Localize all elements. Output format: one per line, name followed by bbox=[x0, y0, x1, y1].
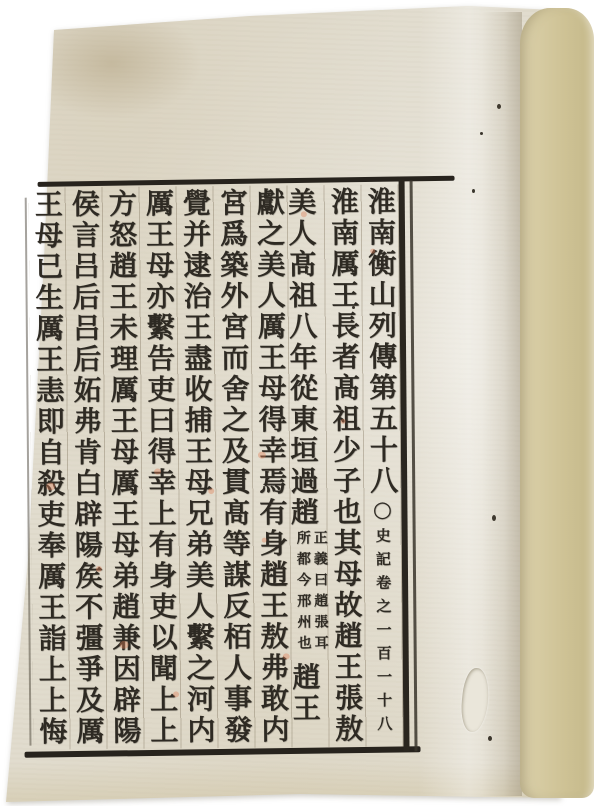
commentary-line-right: 正義曰趙張耳 bbox=[311, 530, 329, 657]
circle-separator: ○ bbox=[369, 496, 396, 528]
body-text: 獻之美人厲王母得幸焉有身趙王敖弗敢内 bbox=[252, 187, 291, 746]
body-text: 侯言吕后吕后妬弗肯白辟陽矦不彊爭及厲 bbox=[67, 189, 106, 748]
body-text: 趙王 bbox=[288, 662, 322, 725]
body-text: 淮南厲王長者髙祖少子也其母故趙王張敖 bbox=[326, 186, 365, 746]
text-column-1 bbox=[362, 186, 404, 744]
text-column-4 bbox=[251, 187, 293, 745]
foxing-spot bbox=[173, 691, 179, 697]
text-column-10 bbox=[29, 189, 71, 747]
text-column-7 bbox=[140, 188, 182, 746]
text-frame bbox=[29, 184, 404, 749]
body-text: 宮爲築外宮而舍之及貫髙等謀反栢人事發 bbox=[215, 187, 254, 747]
text-column-5 bbox=[214, 188, 256, 746]
foxing-spot bbox=[208, 488, 214, 494]
frame-border-right-outer bbox=[410, 180, 418, 751]
chapter-title: 淮南衡山列傳第五十八 bbox=[363, 186, 400, 497]
commentary-line-left: 所都今邢州也 bbox=[294, 530, 312, 657]
text-column-6 bbox=[177, 188, 219, 746]
foxing-spot bbox=[283, 653, 290, 659]
body-text: 王母已生厲王恚即自殺吏奉厲王詣上上悔 bbox=[30, 189, 69, 748]
foxing-spot bbox=[154, 469, 161, 475]
interlinear-commentary bbox=[294, 530, 329, 656]
body-text: 方怒趙王未理厲王母厲王母弟趙兼因辟陽 bbox=[104, 188, 143, 747]
text-column-2 bbox=[325, 187, 367, 745]
foxing-spot bbox=[120, 641, 129, 649]
foxing-spot bbox=[258, 452, 266, 459]
volume-note: 史記卷之一百一十八 bbox=[373, 527, 394, 740]
body-text: 覺并逮治王盡收捕王母兄弟美人繫之河内 bbox=[178, 188, 217, 747]
body-text: 厲王母亦繫告吏曰得幸上有身吏以聞上上 bbox=[141, 188, 180, 747]
text-column-8 bbox=[103, 189, 145, 747]
body-text: 美人髙祖八年從東垣過趙 bbox=[284, 187, 321, 529]
text-column-3 bbox=[284, 187, 330, 745]
foxing-spot bbox=[370, 249, 375, 254]
text-column-9 bbox=[66, 189, 108, 747]
foxing-spot bbox=[301, 211, 307, 217]
foxing-spot bbox=[262, 538, 267, 543]
foxing-spot bbox=[341, 419, 346, 424]
foxing-spot bbox=[96, 566, 102, 572]
foxing-spot bbox=[46, 482, 55, 490]
